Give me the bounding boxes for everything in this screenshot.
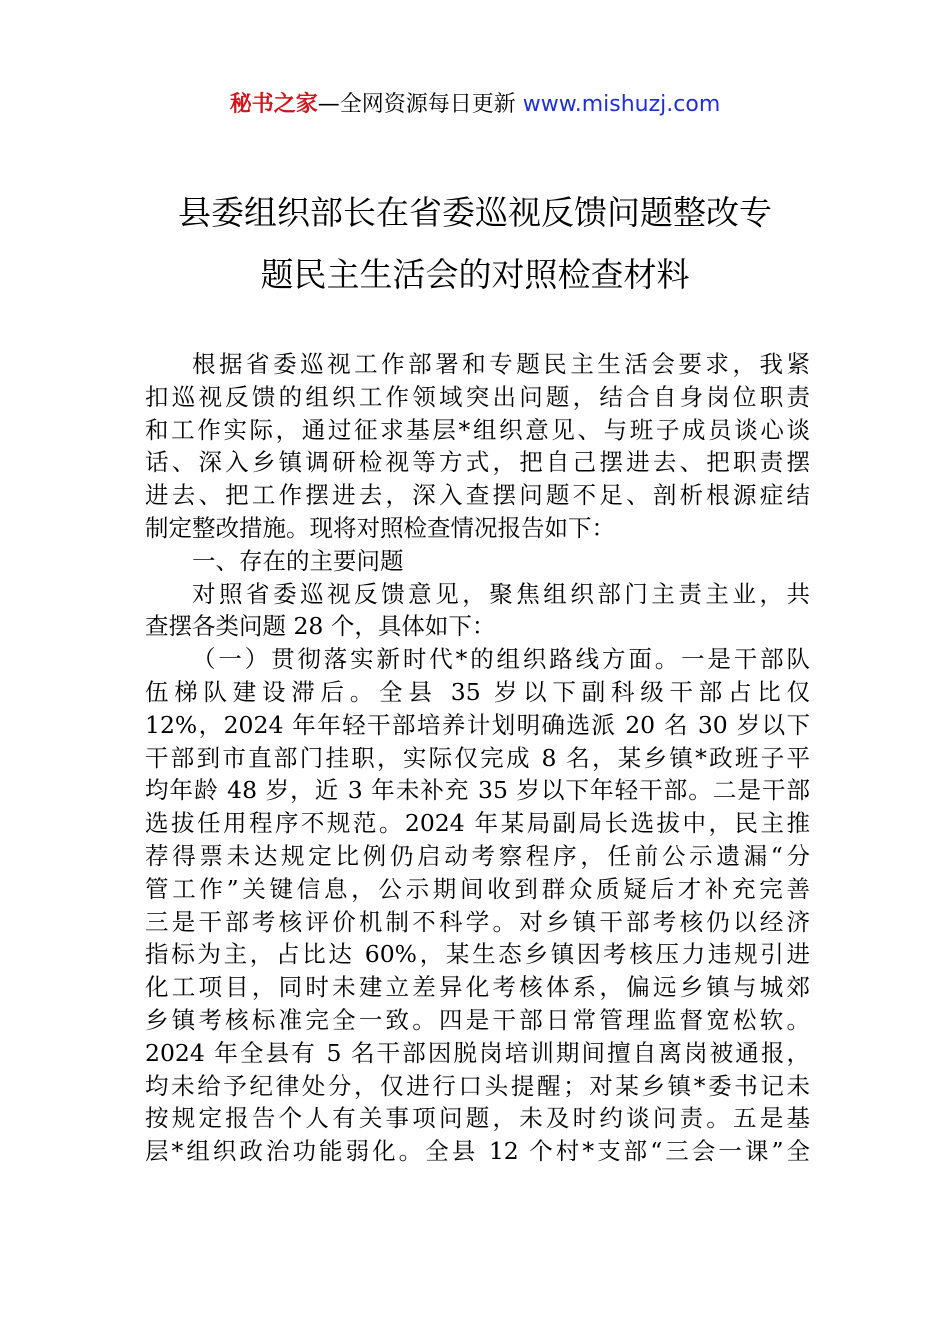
text-line: 三是干部考核评价机制不科学。对乡镇干部考核仍以经济 [145, 907, 810, 936]
title-line: 县委组织部长在省委巡视反馈问题整改专 [178, 193, 772, 232]
site-url-link[interactable]: www.mishuzj.com [522, 92, 721, 117]
text-line: 乡镇考核标准完全一致。四是干部日常管理监督宽松软。 [145, 1005, 810, 1034]
brand-name: 秘书之家 [229, 92, 318, 117]
text-line: 2024 年全县有 5 名干部因脱岗培训期间擅自离岗被通报， [145, 1038, 810, 1067]
title-line: 题民主生活会的对照检查材料 [260, 255, 690, 294]
issues-paragraph [145, 643, 810, 1168]
text-line: 12%，2024 年年轻干部培养计划明确选派 20 名 30 岁以下 [145, 710, 810, 739]
document-body [145, 348, 810, 1168]
text-line: 根据省委巡视工作部署和专题民主生活会要求，我紧 [192, 350, 810, 378]
intro-paragraph [145, 348, 810, 545]
text-line: 均未给予纪律处分，仅进行口头提醒；对某乡镇*委书记未 [145, 1071, 810, 1100]
text-line: 按规定报告个人有关事项问题，未及时约谈问责。五是基 [145, 1104, 810, 1133]
text-line: 荐得票未达规定比例仍启动考察程序，任前公示遗漏“分 [145, 841, 810, 870]
text-line: 指标为主，占比达 60%，某生态乡镇因考核压力违规引进 [145, 940, 810, 969]
site-header [0, 88, 950, 122]
text-line: 化工项目，同时未建立差异化考核体系，偏远乡镇与城郊 [145, 973, 810, 1002]
text-line: 对照省委巡视反馈意见，聚焦组织部门主责主业，共 [192, 579, 810, 608]
text-line: 话、深入乡镇调研检视等方式，把自己摆进去、把职责摆 [145, 448, 810, 477]
text-line: 进去、把工作摆进去，深入查摆问题不足、剖析根源症结 [145, 481, 810, 510]
text-line: 伍梯队建设滞后。全县 35 岁以下副科级干部占比仅 [145, 677, 810, 706]
summary-paragraph [145, 578, 810, 644]
text-line: （一）贯彻落实新时代*的组织路线方面。一是干部队 [192, 645, 810, 674]
text-line: 干部到市直部门挂职，实际仅完成 8 名，某乡镇*政班子平 [145, 743, 810, 772]
text-line: 制定整改措施。现将对照检查情况报告如下： [145, 513, 615, 542]
text-line: 查摆各类问题 28 个，具体如下： [145, 612, 496, 641]
text-line: 均年龄 48 岁，近 3 年未补充 35 岁以下年轻干部。二是干部 [145, 776, 810, 805]
text-line: 一、存在的主要问题 [192, 546, 404, 575]
document-title [100, 182, 850, 306]
text-line: 扣巡视反馈的组织工作领域突出问题，结合自身岗位职责 [145, 382, 810, 411]
text-line: 管工作”关键信息，公示期间收到群众质疑后才补充完善 [145, 874, 810, 903]
text-line: 层*组织政治功能弱化。全县 12 个村*支部“三会一课”全 [145, 1137, 810, 1166]
section-heading [145, 545, 810, 578]
header-tagline: —全网资源每日更新 [317, 92, 523, 117]
text-line: 和工作实际，通过征求基层*组织意见、与班子成员谈心谈 [145, 415, 810, 444]
text-line: 选拔任用程序不规范。2024 年某局副局长选拔中，民主推 [145, 809, 810, 838]
